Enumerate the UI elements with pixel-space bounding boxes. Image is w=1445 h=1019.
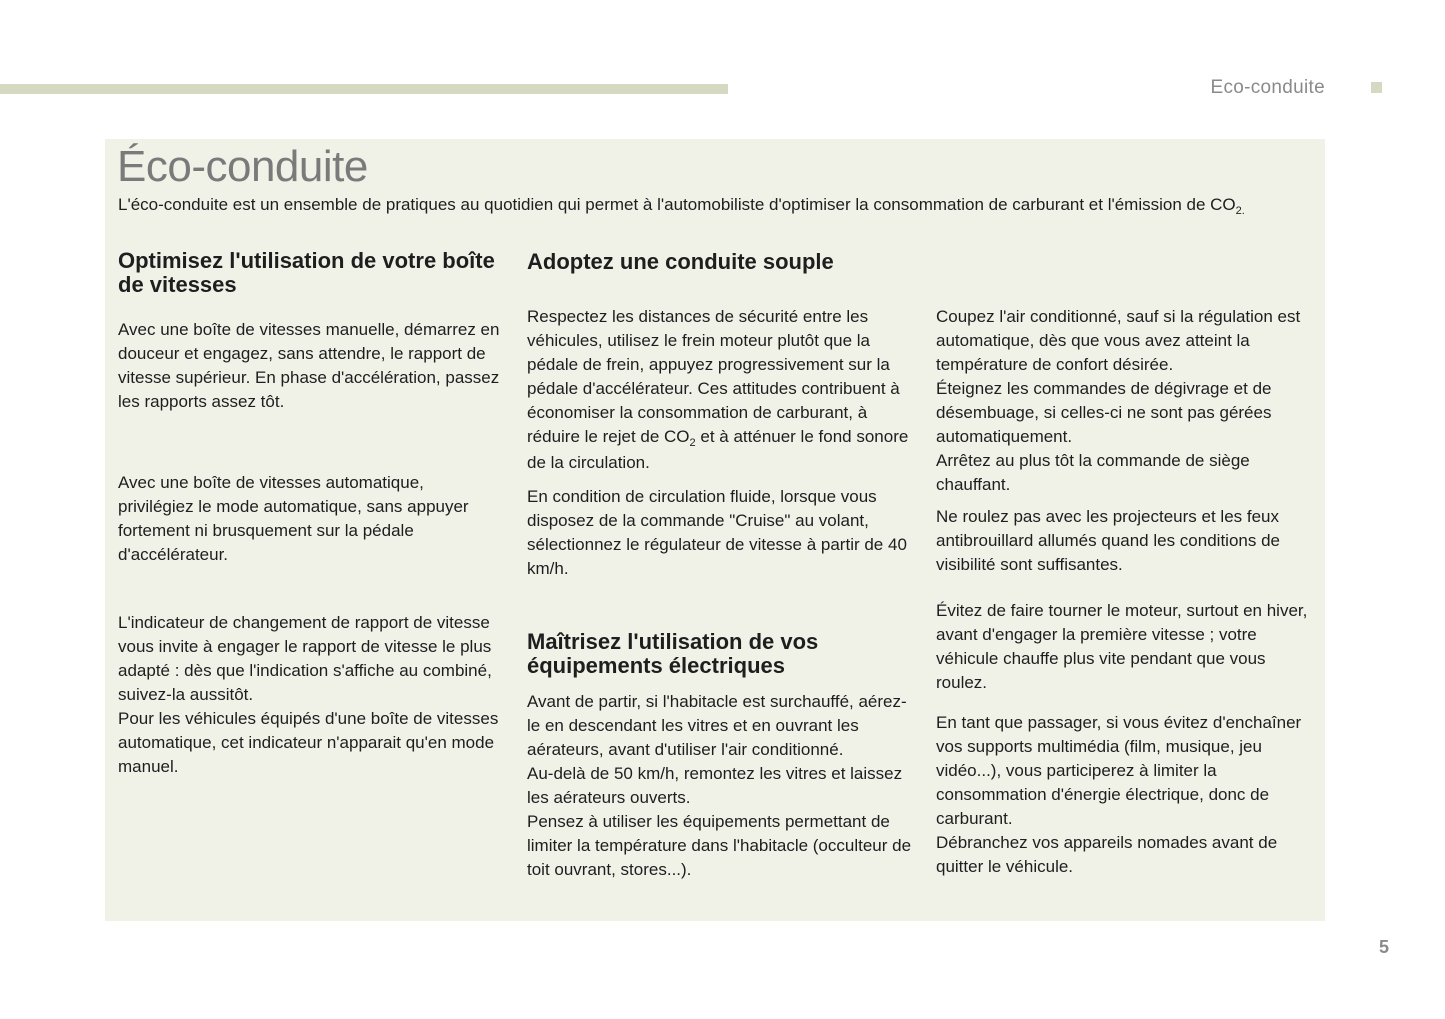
page-number: 5 bbox=[1379, 937, 1390, 957]
paragraph-multimedia bbox=[936, 711, 1316, 879]
safety-text-end: et à atténuer le fond sonore de la circulation. bbox=[527, 427, 909, 472]
co2-subscript: 2 bbox=[689, 437, 696, 449]
intro-paragraph bbox=[118, 193, 1298, 219]
paragraph-safety-distances bbox=[527, 305, 912, 475]
ac-text: Coupez l'air conditionné, sauf si la régulation est automatique, dès que vous avez atteint la température de confort désirée. bbox=[936, 307, 1301, 374]
section-marker bbox=[1371, 82, 1382, 93]
paragraph-cruise: En condition de circulation fluide, lorsque vous disposez de la commande "Cruise" au volant, sélectionnez le régulateur de vitesse à partir de 40 km/h. bbox=[527, 487, 907, 578]
section-title: Eco-conduite bbox=[1210, 77, 1325, 98]
paragraph-automatic-gearbox: Avec une boîte de vitesses automatique, privilégiez le mode automatique, sans appuyer fortement ni brusquement sur la pédale d'accélérateur. bbox=[118, 473, 469, 564]
paragraph-shift-indicator bbox=[118, 611, 503, 779]
intro-subscript: 2. bbox=[1235, 205, 1245, 217]
intro-text: L'éco-conduite est un ensemble de pratiques au quotidien qui permet à l'automobiliste d'optimiser la consommation de carburant et l'émission de CO bbox=[118, 195, 1236, 214]
heading-gearbox: Optimisez l'utilisation de votre boîte de vitesses bbox=[118, 248, 495, 297]
page-title: Éco-conduite bbox=[117, 142, 368, 191]
ventilation-text: Avant de partir, si l'habitacle est surchauffé, aérez-le en descendant les vitres et en ouvrant les aérateurs, avant d'utiliser l'air conditionné. bbox=[527, 692, 907, 759]
paragraph-engine-idle: Évitez de faire tourner le moteur, surtout en hiver, avant d'engager la première vitesse ; votre véhicule chauffe plus vite pendant que vous roulez. bbox=[936, 601, 1308, 692]
safety-text: Respectez les distances de sécurité entre les véhicules, utilisez le frein moteur plutôt que la pédale de frein, appuyez progressivement sur la pédale d'accélérateur. Ces attitudes contribuent à économiser la consommation de carburant, à réduire le rejet de CO bbox=[527, 307, 900, 446]
heading-smooth-driving: Adoptez une conduite souple bbox=[527, 249, 834, 274]
seat-heating-text: Arrêtez au plus tôt la commande de siège chauffant. bbox=[936, 451, 1250, 494]
paragraph-air-conditioning bbox=[936, 305, 1316, 497]
paragraph-ventilation bbox=[527, 690, 912, 882]
unplug-devices-text: Débranchez vos appareils nomades avant de quitter le véhicule. bbox=[936, 833, 1278, 876]
heading-electrical-equipment: Maîtrisez l'utilisation de vos équipements électriques bbox=[527, 629, 819, 678]
windows-text: Au-delà de 50 km/h, remontez les vitres et laissez les aérateurs ouverts. bbox=[527, 764, 903, 807]
header-rule bbox=[0, 84, 728, 94]
paragraph-manual-gearbox: Avec une boîte de vitesses manuelle, démarrez en douceur et engagez, sans attendre, le rapport de vitesse supérieur. En phase d'accélération, passez les rapports assez tôt. bbox=[118, 320, 500, 411]
shift-indicator-text: L'indicateur de changement de rapport de vitesse vous invite à engager le rapport de vitesse le plus adapté : dès que l'indication s'affiche au combiné, suivez-la aussitôt. bbox=[118, 613, 492, 704]
multimedia-text: En tant que passager, si vous évitez d'enchaîner vos supports multimédia (film, musique, jeu vidéo...), vous participerez à limiter la consommation d'énergie électrique, donc de carburant. bbox=[936, 713, 1302, 828]
defrost-text: Éteignez les commandes de dégivrage et de désembuage, si celles-ci ne sont pas gérées automatiquement. bbox=[936, 379, 1272, 446]
shift-indicator-note: Pour les véhicules équipés d'une boîte de vitesses automatique, cet indicateur n'apparait qu'en mode manuel. bbox=[118, 709, 499, 776]
paragraph-headlights: Ne roulez pas avec les projecteurs et les feux antibrouillard allumés quand les conditions de visibilité sont suffisantes. bbox=[936, 507, 1280, 574]
shades-text: Pensez à utiliser les équipements permettant de limiter la température dans l'habitacle (occulteur de toit ouvrant, stores...). bbox=[527, 812, 912, 879]
